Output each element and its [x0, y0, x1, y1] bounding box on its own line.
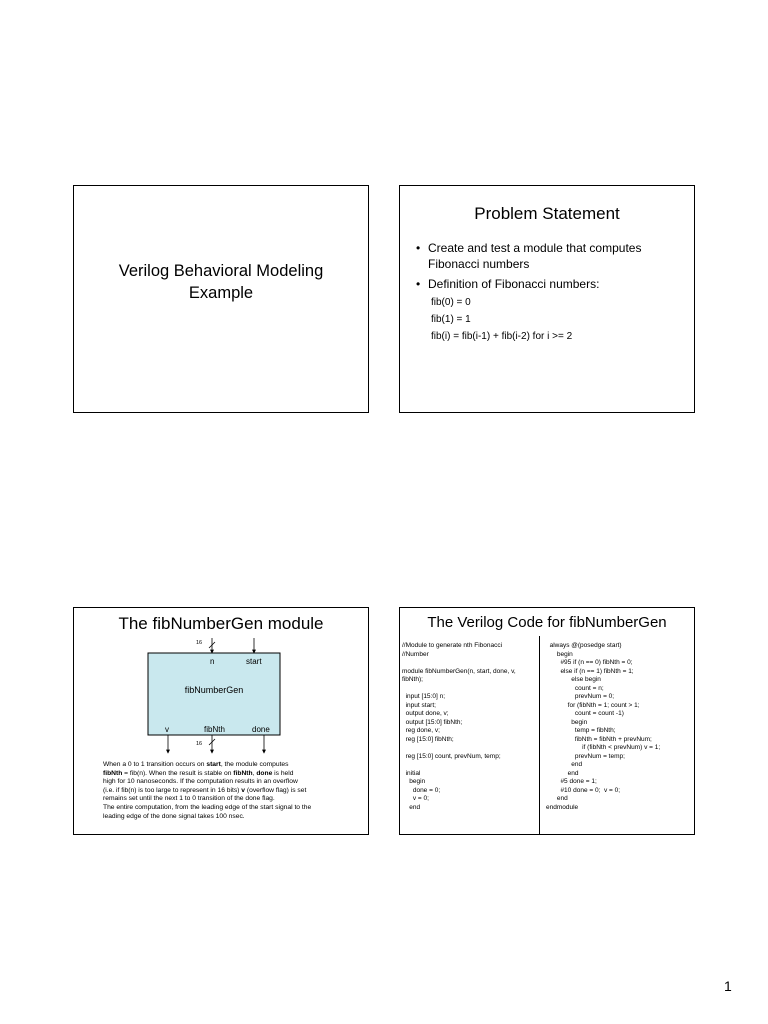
code-line: done = 0;: [402, 786, 441, 794]
code-line: output [15:0] fibNth;: [402, 718, 463, 726]
code-line: [402, 685, 516, 694]
slide-verilog-code: [399, 607, 695, 835]
bullet-text-line: Definition of Fibonacci numbers:: [428, 277, 600, 291]
desc-text: When a 0 to 1 transition occurs on: [103, 761, 207, 768]
desc-line: The entire computation, from the leading edge of the start signal to the: [103, 803, 312, 811]
code-line: initial: [402, 769, 421, 777]
bus-width-in-label: 16: [196, 640, 203, 646]
desc-text: ,: [252, 769, 257, 777]
code-line: end: [546, 761, 583, 768]
desc-emphasis: start: [206, 761, 221, 768]
code-line: for (fibNth = 1; count > 1;: [546, 701, 640, 709]
code-line: always @(posedge start): [546, 642, 622, 649]
code-line: input start;: [402, 701, 436, 709]
code-column-divider: [539, 636, 540, 834]
code-line: prevNum = temp;: [546, 752, 625, 760]
bullet-text-line: Fibonacci numbers: [428, 257, 530, 271]
code-line: prevNum = 0;: [546, 693, 615, 700]
port-n-label: n: [210, 657, 215, 666]
code-line: if (fibNth < prevNum) v = 1;: [546, 744, 661, 751]
port-done-label: done: [252, 725, 270, 734]
port-start-label: start: [246, 657, 262, 666]
code-line: output done, v;: [402, 710, 449, 717]
code-line: begin: [546, 650, 573, 658]
code-line: v = 0;: [402, 795, 429, 802]
code-line: count = count -1): [546, 710, 624, 717]
code-line: count = n;: [546, 684, 604, 692]
code-line: reg done, v;: [402, 727, 440, 734]
desc-text: = fib(n). When the result is stable on: [122, 769, 234, 777]
code-block-right: [546, 642, 660, 812]
bullet-item: [414, 240, 690, 272]
desc-emphasis: fibNth: [103, 769, 123, 777]
title-line-1: Verilog Behavioral Modeling: [118, 262, 324, 280]
code-block-left: [402, 642, 516, 812]
desc-line: [103, 761, 365, 770]
code-line: else if (n == 1) fibNth = 1;: [546, 667, 634, 675]
code-line: module fibNumberGen(n, start, done, v,: [402, 667, 516, 675]
bullet-text-line: Create and test a module that computes: [428, 241, 642, 255]
code-line: endmodule: [546, 803, 579, 811]
code-line: else begin: [546, 676, 601, 683]
desc-line: high for 10 nanoseconds. If the computation results in an overflow: [103, 778, 298, 786]
code-line: fibNth = fibNth + prevNum;: [546, 735, 652, 743]
code-line: fibNth);: [402, 676, 423, 683]
desc-line: leading edge of the done signal takes 100 nsec.: [103, 812, 245, 820]
definition-line: fib(0) = 0: [431, 297, 471, 308]
desc-text: (overflow flag) is set: [245, 786, 307, 794]
code-line: #10 done = 0; v = 0;: [546, 786, 621, 794]
code-line: [402, 659, 516, 668]
page-number: 1: [724, 978, 732, 994]
code-line: //Number: [402, 650, 429, 658]
port-fibNth-label: fibNth: [204, 725, 225, 734]
code-line: begin: [546, 718, 588, 726]
module-block-diagram: [74, 608, 370, 758]
code-line: input [15:0] n;: [402, 693, 446, 700]
slide-title-text: [74, 260, 368, 304]
code-line: reg [15:0] fibNth;: [402, 735, 454, 743]
code-line: end: [546, 769, 579, 777]
code-line: [402, 744, 516, 753]
module-box-label: fibNumberGen: [184, 685, 244, 695]
slide-heading: The fibNumberGen module: [118, 614, 324, 633]
slide-title: [73, 185, 369, 413]
code-line: //Module to generate nth Fibonacci: [402, 642, 503, 649]
code-line: end: [402, 803, 421, 811]
desc-emphasis: v: [241, 786, 246, 794]
module-description: [103, 761, 365, 821]
code-line: reg [15:0] count, prevNum, temp;: [402, 752, 501, 760]
definition-line: fib(i) = fib(i-1) + fib(i-2) for i >= 2: [431, 331, 573, 342]
code-line: begin: [402, 778, 426, 785]
desc-text: , the module computes: [220, 761, 289, 768]
code-line: #5 done = 1;: [546, 778, 597, 785]
title-line-2: Example: [188, 284, 254, 302]
desc-line: [103, 770, 365, 779]
desc-line: remains set until the next 1 to 0 transition of the done flag.: [103, 795, 275, 803]
desc-emphasis: done: [256, 769, 273, 777]
code-line: end: [546, 795, 568, 802]
port-v-label: v: [165, 725, 169, 734]
bullet-item: [414, 276, 690, 292]
code-line: #95 if (n == 0) fibNth = 0;: [546, 659, 633, 666]
desc-text: (i.e. if fib(n) is too large to represent in 16 bits): [103, 786, 242, 794]
code-line: [402, 761, 516, 770]
slide-problem-statement: [399, 185, 695, 413]
definition-line: fib(1) = 1: [431, 314, 471, 325]
desc-emphasis: fibNth: [233, 769, 253, 777]
desc-text: is held: [272, 769, 294, 777]
bullet-icon: •: [416, 277, 421, 291]
desc-line: [103, 787, 365, 796]
bus-width-out-label: 16: [196, 741, 203, 747]
slide-heading: The Verilog Code for fibNumberGen: [427, 614, 667, 631]
slide-heading: Problem Statement: [474, 204, 620, 223]
bullet-icon: •: [416, 241, 421, 255]
bullet-list: [414, 240, 690, 347]
slide-module-diagram: [73, 607, 369, 835]
code-line: temp = fibNth;: [546, 727, 616, 734]
